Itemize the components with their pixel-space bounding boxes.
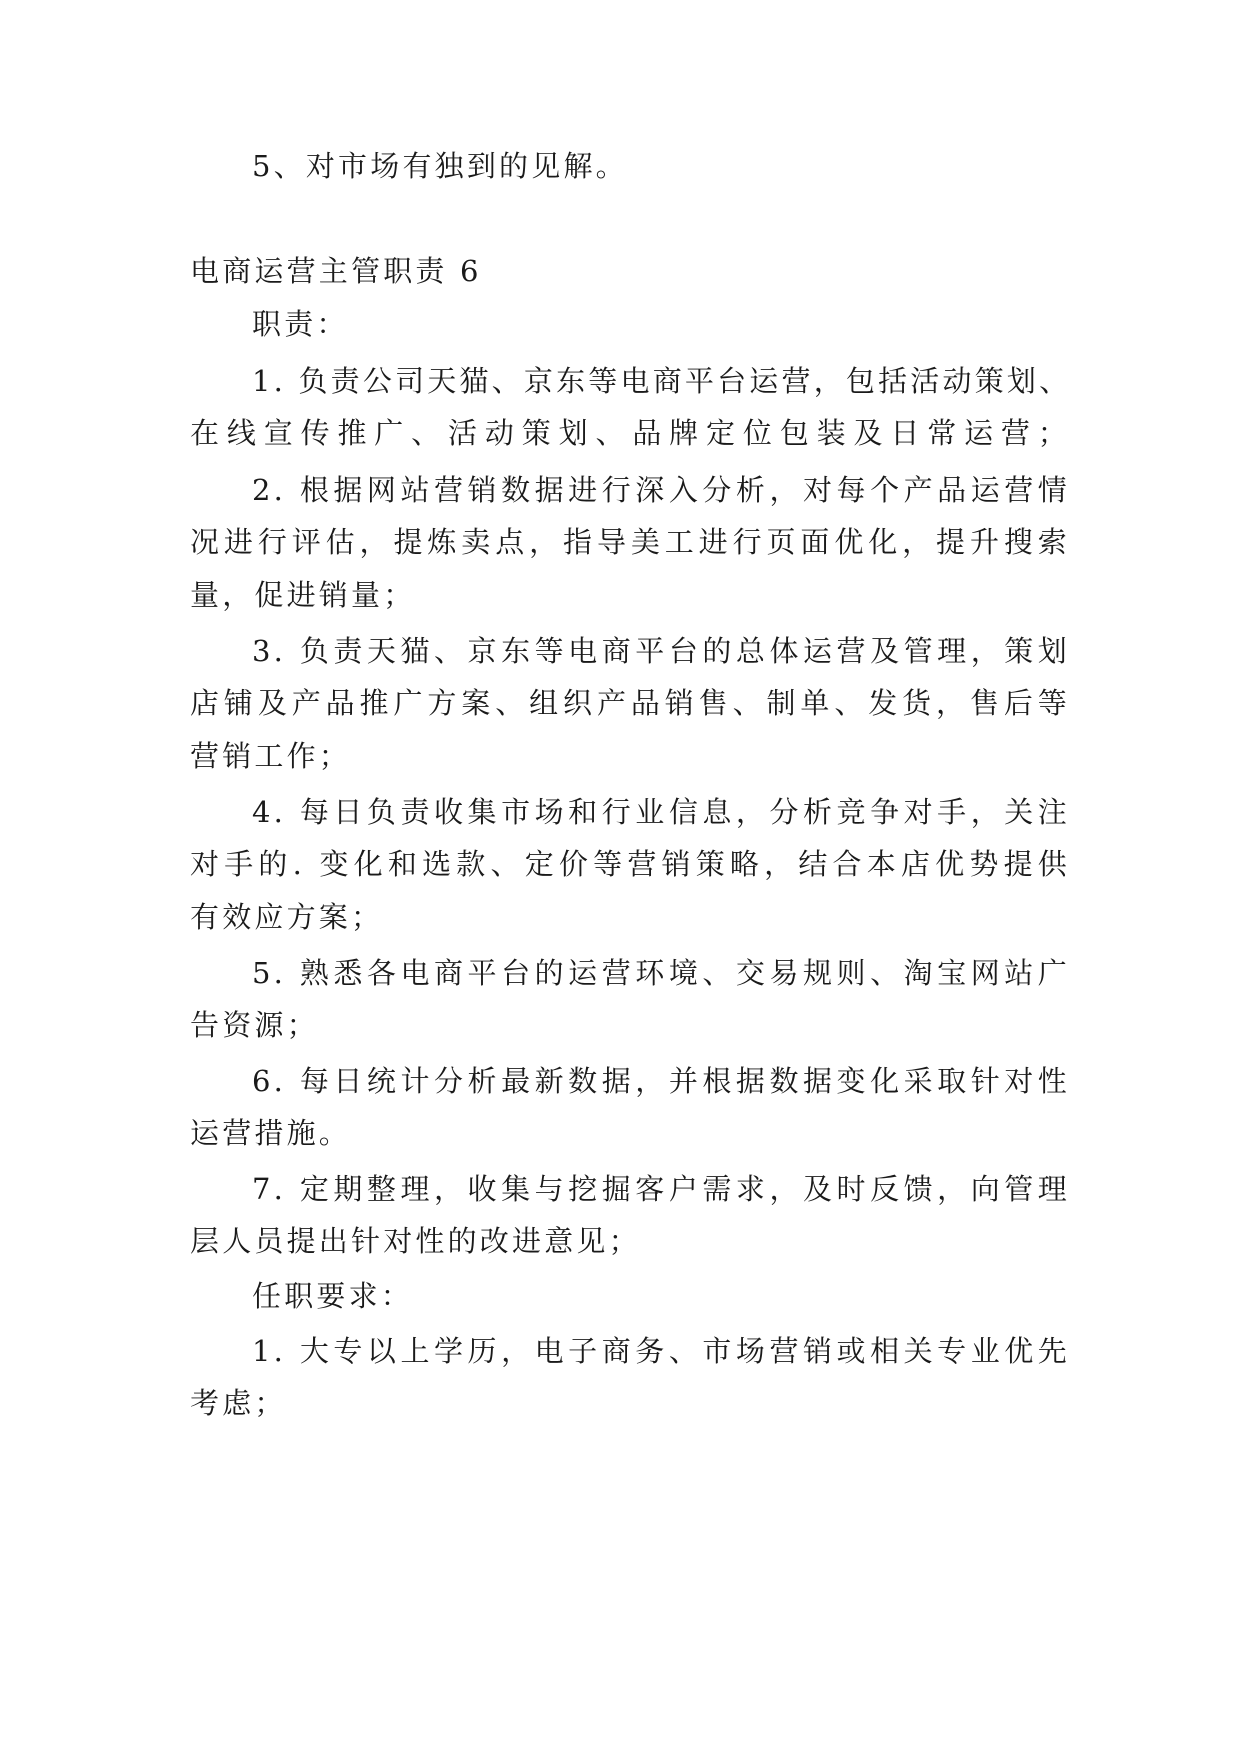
paragraph-line: 5. 熟悉各电商平台的运营环境、交易规则、淘宝网站广 [252, 956, 1070, 990]
paragraph-line: 在线宣传推广、活动策划、品牌定位包装及日常运营； [190, 416, 1070, 450]
paragraph-line: 7. 定期整理，收集与挖掘客户需求，及时反馈，向管理 [252, 1172, 1070, 1206]
paragraph-line: 量，促进销量； [190, 578, 416, 612]
paragraph-line: 况进行评估，提炼卖点，指导美工进行页面优化，提升搜索 [190, 525, 1070, 559]
paragraph-line: 告资源； [190, 1008, 319, 1042]
paragraph-line: 层人员提出针对性的改进意见； [190, 1224, 641, 1258]
paragraph-line: 营销工作； [190, 739, 352, 773]
paragraph-line: 店铺及产品推广方案、组织产品销售、制单、发货，售后等 [190, 686, 1070, 720]
paragraph-line: 6. 每日统计分析最新数据，并根据数据变化采取针对性 [252, 1064, 1070, 1098]
paragraph-line: 1. 负责公司天猫、京东等电商平台运营，包括活动策划、 [252, 364, 1072, 398]
paragraph-line: 对手的. 变化和选款、定价等营销策略，结合本店优势提供 [190, 847, 1070, 881]
list-item: 5、对市场有独到的见解。 [252, 149, 628, 183]
paragraph-line: 1. 大专以上学历，电子商务、市场营销或相关专业优先 [252, 1334, 1070, 1368]
paragraph-line: 2. 根据网站营销数据进行深入分析，对每个产品运营情 [252, 473, 1070, 507]
paragraph-line: 3. 负责天猫、京东等电商平台的总体运营及管理，策划 [252, 634, 1070, 668]
paragraph-line: 有效应方案； [190, 900, 384, 934]
subheading-duties: 职责： [252, 307, 349, 341]
paragraph-line: 运营措施。 [190, 1116, 352, 1150]
subheading-requirements: 任职要求： [252, 1279, 414, 1313]
paragraph-line: 考虑； [190, 1386, 287, 1420]
section-heading: 电商运营主管职责 6 [190, 254, 482, 288]
paragraph-line: 4. 每日负责收集市场和行业信息，分析竞争对手，关注 [252, 795, 1070, 829]
